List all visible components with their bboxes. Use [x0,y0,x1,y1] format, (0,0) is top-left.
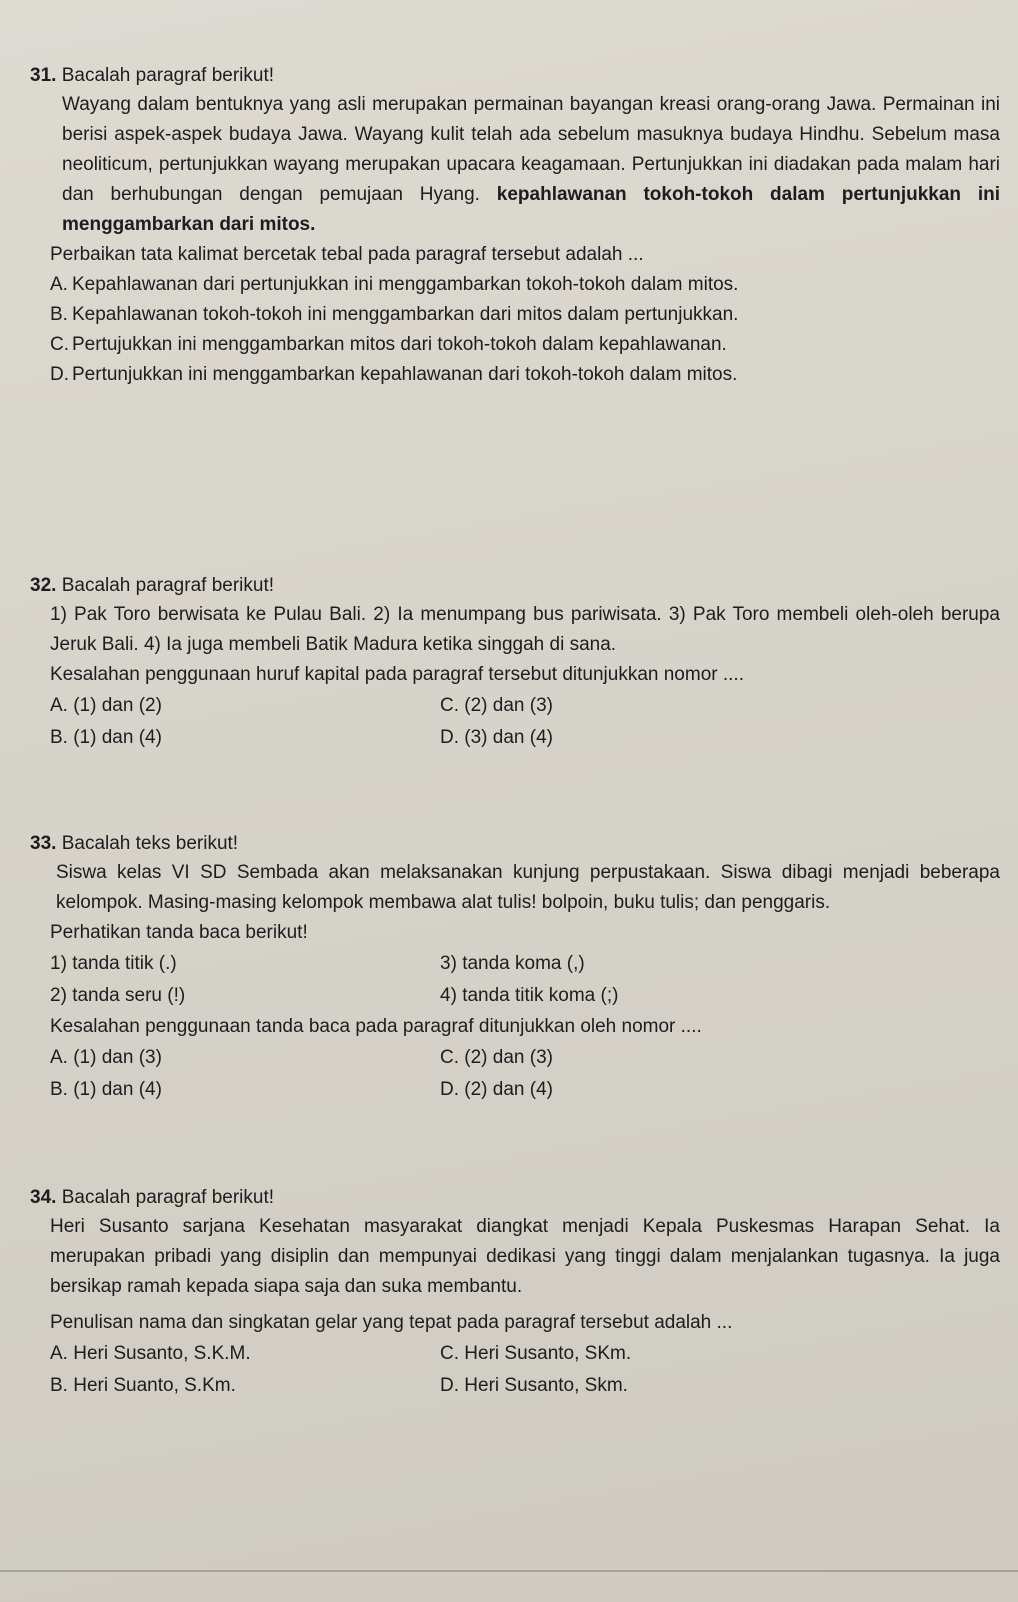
option-d[interactable] [50,360,1000,390]
passage: Siswa kelas VI SD Sembada akan melaksanakan kunjung perpustakaan. Siswa dibagi menjadi beberapa kelompok. Masing-masing kelompok membawa alat tulis! bolpoin, buku tulis; dan penggaris. [56,862,1000,913]
marks-grid [50,948,1000,1012]
option-text: (1) dan (3) [73,1047,162,1068]
question-31 [30,62,1000,390]
option-key: D. [440,1375,459,1396]
question-prompt: Kesalahan penggunaan huruf kapital pada paragraf tersebut ditunjukkan nomor .... [50,664,744,685]
passage-text: Wayang dalam bentuknya yang asli merupakan permainan bayangan kreasi orang-orang Jawa. Permainan ini berisi aspek-aspek budaya Jawa. Wayang kulit telah ada sebelum masuknya budaya Hindhu. Sebelum masa neoliticum, pertunjukkan wayang merupakan upacara keagamaan. Pertunjukkan ini diadakan pada malam hari dan berhubungan dengan pemujaan Hyang. [62,94,1000,205]
mark-text: tanda koma (,) [462,953,585,974]
passage: 1) Pak Toro berwisata ke Pulau Bali. 2) Ia menumpang bus pariwisata. 3) Pak Toro membeli oleh-oleh berupa Jeruk Bali. 4) Ia juga membeli Batik Madura ketika singgah di sana. [50,604,1000,655]
option-text: (2) dan (3) [464,1047,553,1068]
option-a[interactable] [50,270,1000,300]
option-text: (2) dan (4) [464,1079,553,1100]
option-b[interactable] [50,1370,440,1402]
options-grid [50,1042,1000,1106]
mark-key: 2) [50,985,67,1006]
option-b[interactable] [50,1074,440,1106]
option-key: D. [50,364,69,385]
option-b[interactable] [50,722,440,754]
question-32 [30,572,1000,754]
sub-instruction: Perhatikan tanda baca berikut! [50,922,308,943]
question-33-header [30,830,1000,858]
option-text: Pertunjukkan ini menggambarkan kepahlawanan dari tokoh-tokoh dalam mitos. [72,364,738,385]
option-d[interactable] [440,1074,1000,1106]
mark-key: 4) [440,985,457,1006]
mark-3 [440,948,1000,980]
option-key: A. [50,695,68,716]
mark-text: tanda seru (!) [72,985,186,1006]
mark-text: tanda titik (.) [72,953,177,974]
option-key: A. [50,274,68,295]
option-key: A. [50,1343,68,1364]
question-34-header [30,1184,1000,1212]
option-text: Heri Susanto, S.K.M. [73,1343,251,1364]
question-prompt: Penulisan nama dan singkatan gelar yang tepat pada paragraf tersebut adalah ... [50,1312,733,1333]
option-key: B. [50,1079,68,1100]
options-grid [50,690,1000,754]
question-33 [30,830,1000,1106]
option-key: C. [440,1343,459,1364]
option-b[interactable] [50,300,1000,330]
mark-text: tanda titik koma (;) [462,985,619,1006]
question-prompt: Perbaikan tata kalimat bercetak tebal pada paragraf tersebut adalah ... [50,244,644,265]
option-text: Kepahlawanan dari pertunjukkan ini menggambarkan tokoh-tokoh dalam mitos. [72,274,739,295]
option-a[interactable] [50,690,440,722]
option-text: (1) dan (4) [73,727,162,748]
option-c[interactable] [440,690,1000,722]
option-a[interactable] [50,1042,440,1074]
question-number: 32. [30,575,57,596]
mark-key: 3) [440,953,457,974]
mark-1 [50,948,440,980]
question-34 [30,1184,1000,1402]
instruction: Bacalah teks berikut! [61,833,239,854]
option-key: C. [440,695,459,716]
option-text: Kepahlawanan tokoh-tokoh ini menggambarkan dari mitos dalam pertunjukkan. [72,304,739,325]
option-key: D. [440,727,459,748]
option-key: B. [50,1375,68,1396]
question-32-header [30,572,1000,600]
bold-sentence: kepahlawanan tokoh-tokoh dalam pertunjukkan ini menggambarkan dari mitos. [62,184,1001,235]
option-text: Heri Susanto, Skm. [464,1375,628,1396]
option-text: Pertujukkan ini menggambarkan mitos dari tokoh-tokoh dalam kepahlawanan. [72,334,727,355]
page-edge-divider [0,1570,1018,1572]
question-number: 33. [30,833,57,854]
option-text: (2) dan (3) [464,695,553,716]
instruction: Bacalah paragraf berikut! [61,65,274,86]
question-number: 31. [30,65,57,86]
passage: Heri Susanto sarjana Kesehatan masyarakat diangkat menjadi Kepala Puskesmas Harapan Sehat. Ia merupakan pribadi yang disiplin dan mempunyai dedikasi yang tinggi dalam menjalankan tugasnya. Ia juga bersikap ramah kepada siapa saja dan suka membantu. [50,1216,1000,1297]
option-text: (3) dan (4) [464,727,553,748]
mark-4 [440,980,1000,1012]
option-key: D. [440,1079,459,1100]
options-grid [50,1338,1000,1402]
option-d[interactable] [440,1370,1000,1402]
passage [62,90,1000,240]
option-c[interactable] [440,1338,1000,1370]
option-key: B. [50,304,68,325]
instruction: Bacalah paragraf berikut! [61,575,274,596]
option-text: Heri Suanto, S.Km. [73,1375,236,1396]
option-c[interactable] [440,1042,1000,1074]
option-key: B. [50,727,68,748]
mark-key: 1) [50,953,67,974]
option-d[interactable] [440,722,1000,754]
option-a[interactable] [50,1338,440,1370]
question-prompt: Kesalahan penggunaan tanda baca pada paragraf ditunjukkan oleh nomor .... [50,1016,702,1037]
option-key: C. [50,334,69,355]
mark-2 [50,980,440,1012]
option-key: C. [440,1047,459,1068]
question-31-header [30,62,1000,90]
instruction: Bacalah paragraf berikut! [61,1187,274,1208]
option-c[interactable] [50,330,1000,360]
option-text: Heri Susanto, SKm. [464,1343,632,1364]
option-text: (1) dan (4) [73,1079,162,1100]
option-text: (1) dan (2) [73,695,162,716]
question-number: 34. [30,1187,57,1208]
option-key: A. [50,1047,68,1068]
